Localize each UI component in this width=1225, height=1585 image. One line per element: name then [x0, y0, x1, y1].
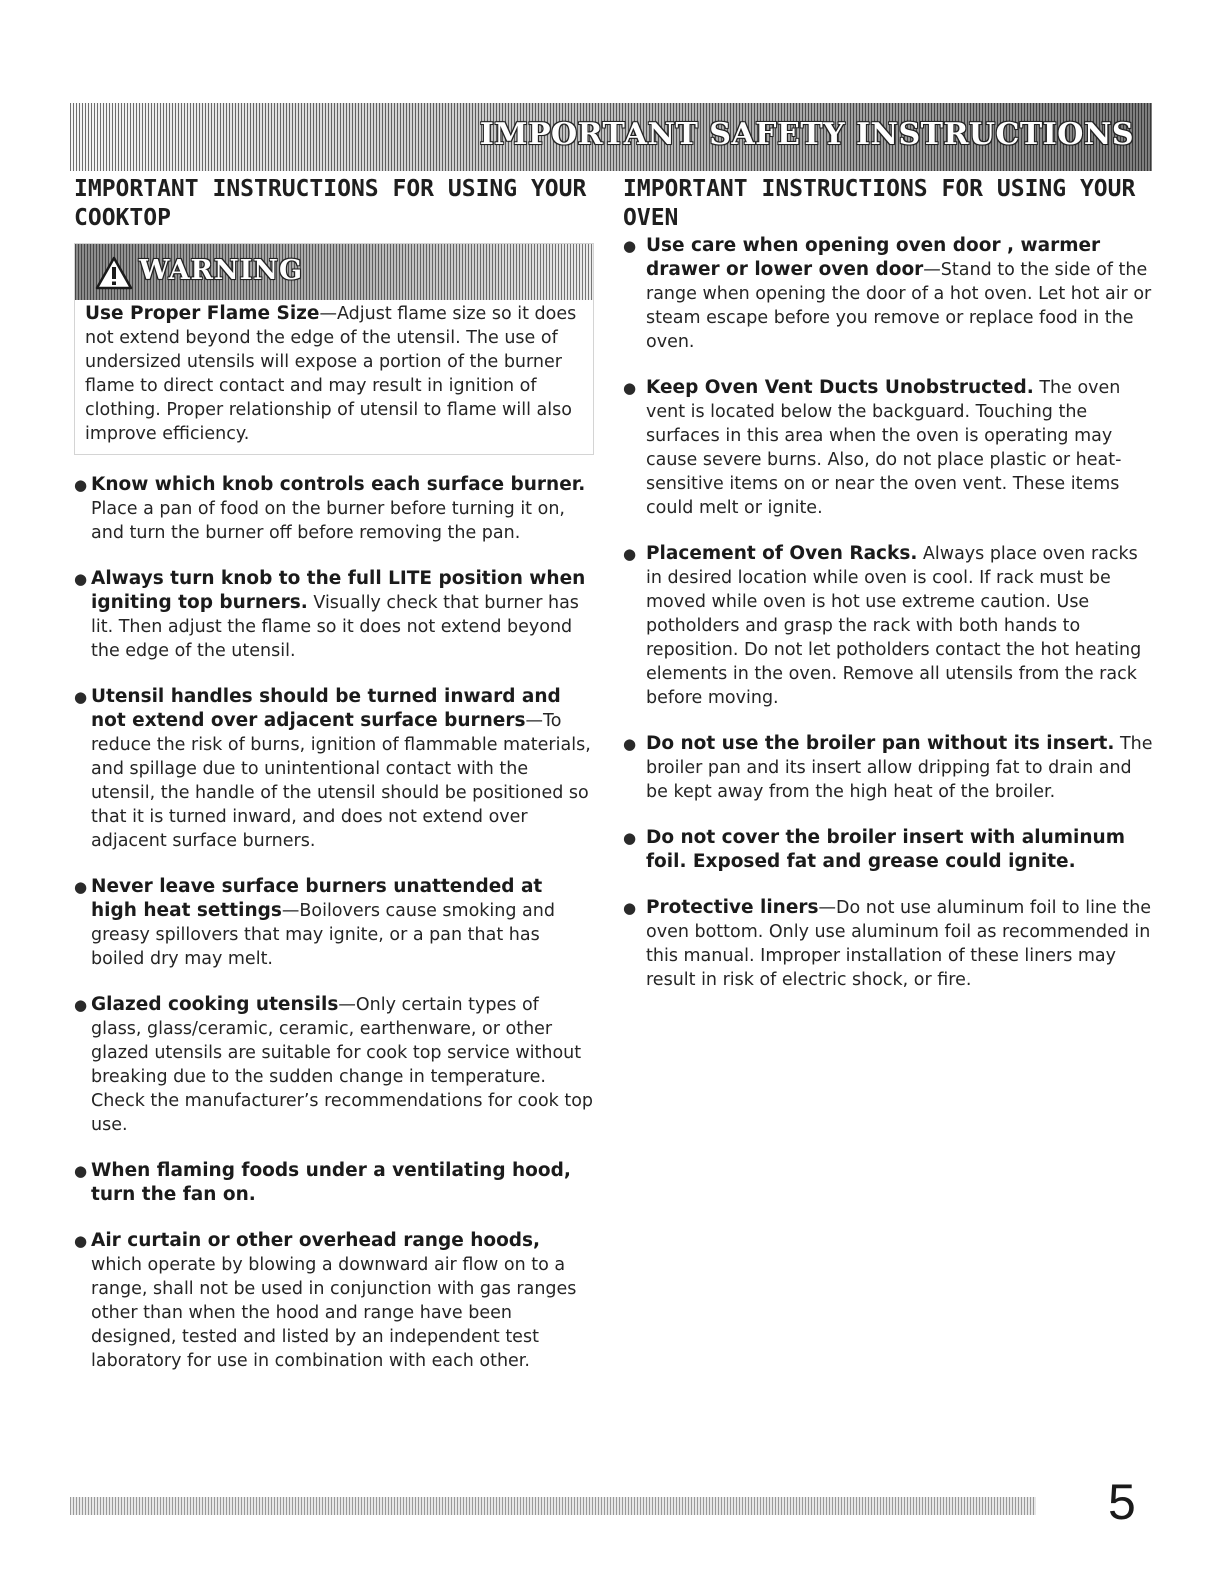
oven-item: [623, 896, 1153, 992]
warning-triangle-icon: [95, 256, 133, 290]
oven-item: [623, 376, 1153, 520]
cooktop-item: [74, 685, 594, 853]
warning-label: WARNING: [139, 255, 304, 286]
item-title: Always turn knob to the full LITE position when igniting top burners.: [91, 568, 586, 613]
cooktop-section: [74, 175, 594, 1395]
bullet-icon: ●: [623, 379, 637, 397]
cooktop-item: [74, 1159, 594, 1207]
item-text: —To reduce the risk of burns, ignition of flammable materials, and spillage due to unintentional contact with the utensil, the handle of the utensil should be positioned so that it is turned inward, and does not extend over adjacent surface burners.: [91, 711, 591, 851]
header-banner: [70, 103, 1152, 171]
item-title: Placement of Oven Racks.: [646, 543, 918, 564]
item-text: —Only certain types of glass, glass/ceramic, ceramic, earthenware, or other glazed utensils are suitable for cook top service without breaking due to the sudden change in temperature. Check the manufacturer’s recommendations for cook top use.: [91, 995, 594, 1135]
item-title: Use care when opening oven door , warmer drawer or lower oven door: [646, 235, 1101, 280]
bullet-icon: ●: [74, 688, 88, 706]
bullet-icon: ●: [74, 878, 88, 896]
item-title: Never leave surface burners unattended at high heat settings: [91, 876, 543, 921]
cooktop-heading: IMPORTANT INSTRUCTIONS FOR USING YOUR COOKTOP: [74, 176, 587, 231]
item-title: Air curtain or other overhead range hoods,: [91, 1230, 541, 1251]
item-title: Glazed cooking utensils: [91, 994, 339, 1015]
warning-header: [75, 244, 593, 300]
cooktop-item: [74, 993, 594, 1137]
cooktop-item: [74, 1229, 594, 1373]
cooktop-item: [74, 473, 594, 545]
item-text: Always place oven racks in desired location while oven is cool. If rack must be moved while oven is hot use extreme caution. Use potholders and grasp the rack with both hands to reposition. Do not let potholders contact the hot heating elements in the oven. Remove all utensils from the rack before moving.: [646, 544, 1142, 708]
item-text: Place a pan of food on the burner before turning it on, and turn the burner off before removing the pan.: [91, 499, 565, 543]
item-text: —Do not use aluminum foil to line the oven bottom. Only use aluminum foil as recommended in this manual. Improper installation of these liners may result in risk of electric shock, or fire.: [646, 898, 1152, 990]
cooktop-item: [74, 875, 594, 971]
item-text: The oven vent is located below the backguard. Touching the surfaces in this area when the oven is operating may cause severe burns. Also, do not place plastic or heat-sensitive items on or near the oven vent. These items could melt or ignite.: [646, 378, 1122, 518]
page-number: 5: [1108, 1474, 1136, 1530]
bullet-icon: ●: [74, 996, 88, 1014]
item-text: which operate by blowing a downward air flow on to a range, shall not be used in conjunction with gas ranges other than when the hood and range have been designed, tested and listed by an independent test laboratory for use in combination with each other.: [91, 1255, 577, 1371]
item-text: —Boilovers cause smoking and greasy spillovers that may ignite, or a pan that has boiled dry may melt.: [91, 901, 555, 969]
oven-item: [623, 732, 1153, 804]
oven-item: [623, 542, 1153, 710]
warning-title: Use Proper Flame Size: [85, 303, 320, 324]
footer-strip: [70, 1497, 1036, 1515]
cooktop-item: [74, 567, 594, 663]
bullet-icon: ●: [74, 476, 88, 494]
item-title: Utensil handles should be turned inward and not extend over adjacent surface burners: [91, 686, 561, 731]
item-title: Do not use the broiler pan without its insert.: [646, 733, 1115, 754]
item-text: The broiler pan and its insert allow dripping fat to drain and be kept away from the high heat of the broiler.: [646, 734, 1153, 802]
item-title: Protective liners: [646, 897, 819, 918]
bullet-icon: ●: [623, 545, 637, 563]
warning-box: [74, 243, 594, 455]
oven-section: [623, 175, 1153, 1014]
bullet-icon: ●: [623, 829, 637, 847]
item-title: Know which knob controls each surface burner.: [91, 474, 586, 495]
item-title: Do not cover the broiler insert with aluminum foil. Exposed fat and grease could ignite.: [646, 827, 1125, 872]
bullet-icon: ●: [74, 1232, 88, 1250]
page-title: IMPORTANT SAFETY INSTRUCTIONS: [479, 117, 1134, 152]
warning-description: —Adjust flame size so it does not extend beyond the edge of the utensil. The use of undersized utensils will expose a portion of the burner flame to direct contact and may result in ignition of clothing. Proper relationship of utensil to flame will also improve efficiency.: [85, 304, 577, 444]
bullet-icon: ●: [74, 570, 88, 588]
item-text: Visually check that burner has lit. Then adjust the flame so it does not extend beyond the edge of the utensil.: [91, 593, 579, 661]
oven-item: [623, 826, 1153, 874]
warning-text: [75, 300, 593, 454]
bullet-icon: ●: [623, 899, 637, 917]
item-title: Keep Oven Vent Ducts Unobstructed.: [646, 377, 1034, 398]
item-text: —Stand to the side of the range when opening the door of a hot oven. Let hot air or steam escape before you remove or replace food in the oven.: [646, 260, 1152, 352]
bullet-icon: ●: [623, 237, 637, 255]
oven-item: [623, 234, 1153, 354]
item-title: When flaming foods under a ventilating hood, turn the fan on.: [91, 1160, 571, 1205]
bullet-icon: ●: [623, 735, 637, 753]
bullet-icon: ●: [74, 1162, 88, 1180]
oven-heading: IMPORTANT INSTRUCTIONS FOR USING YOUR OVEN: [623, 176, 1136, 231]
